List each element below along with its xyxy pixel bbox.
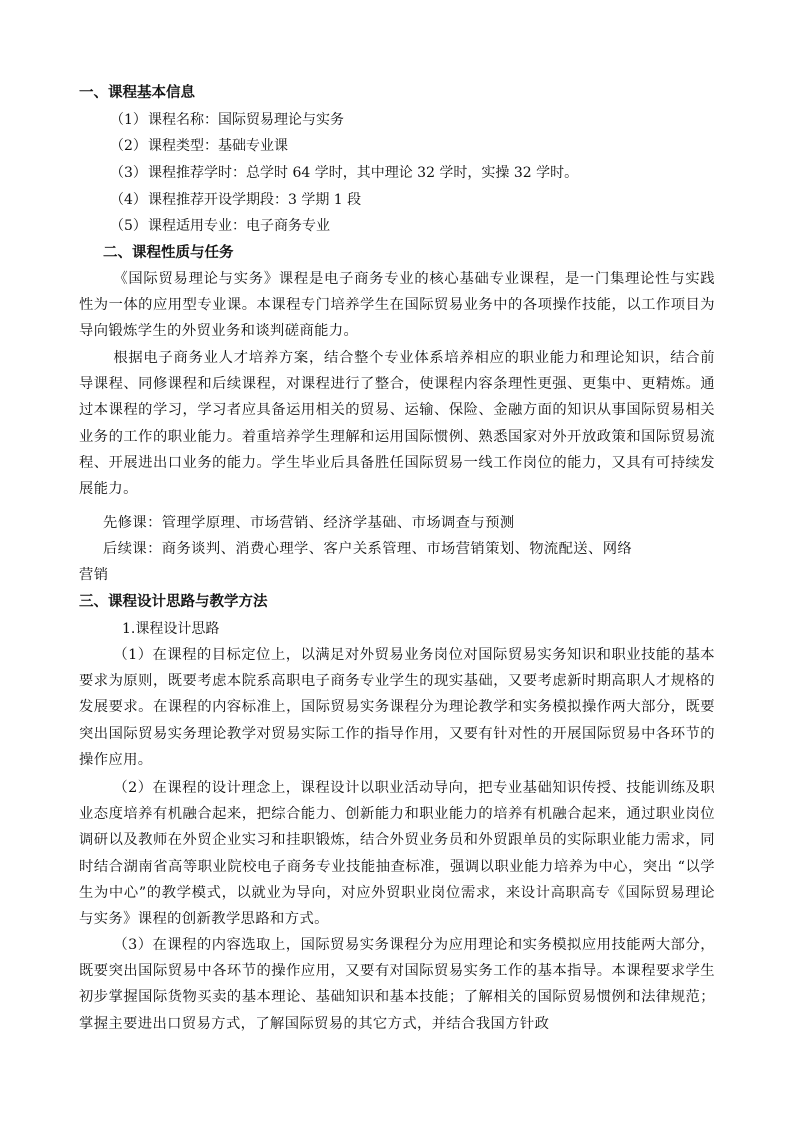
section-heading-design-methods: 三、课程设计思路与教学方法 xyxy=(79,594,268,610)
section-heading-nature-tasks: 二、课程性质与任务 xyxy=(103,245,234,261)
item-text: 课程推荐学时：总学时 64 学时，其中理论 32 学时，实操 32 学时。 xyxy=(148,165,579,181)
item-number: （4） xyxy=(110,192,147,208)
item-text: 课程名称：国际贸易理论与实务 xyxy=(148,112,344,128)
prerequisite-courses: 先修课：管理学原理、市场营销、经济学基础、市场调查与预测 xyxy=(103,515,515,531)
paragraph-goal-positioning: （1）在课程的目标定位上，以满足对外贸易业务岗位对国际贸易实务知识和职业技能的基本要求为原则，既要考虑本院系高职电子商务专业学生的现实基础，又要考虑新时期高职人才规格的发展要求。在课程的内容标准上，国际贸易实务课程分为理论教学和实务模拟操作两大部分，既要突出国际贸易实务理论教学对贸易实际工作的指导作用，又要有针对性的开展国际贸易中各环节的操作应用。 xyxy=(79,647,715,768)
paragraph-course-integration: 根据电子商务业人才培养方案，结合整个专业体系培养相应的职业能力和理论知识，结合前导课程、同修课程和后续课程，对课程进行了整合，使课程内容条理性更强、更集中、更精炼。通过本课程的学习，学习者应具备运用相关的贸易、运输、保险、金融方面的知识从事国际贸易相关业务的工作的职业能力。着重培养学生理解和运用国际惯例、熟悉国家对外开放政策和国际贸易流程、开展进出口业务的能力。学生毕业后具备胜任国际贸易一线工作岗位的能力，又具有可持续发展能力。 xyxy=(79,350,715,498)
subheading-design-approach: 1.课程设计思路 xyxy=(122,621,220,637)
item-text: 课程类型：基础专业课 xyxy=(148,138,288,154)
item-number: （1） xyxy=(110,112,147,128)
item-text: 课程推荐开设学期段：3 学期 1 段 xyxy=(148,192,362,208)
item-number: （3） xyxy=(110,165,147,181)
info-item-major xyxy=(110,214,330,238)
item-text: 课程适用专业：电子商务专业 xyxy=(148,218,330,234)
paragraph-content-selection: （3）在课程的内容选取上，国际贸易实务课程分为应用理论和实务模拟应用技能两大部分，既要突出国际贸易中各环节的操作应用，又要有对国际贸易实务工作的基本指导。本课程要求学生初步掌握国际货物买卖的基本理论、基础知识和基本技能；了解相关的国际贸易惯例和法律规范；掌握主要进出口贸易方式，了解国际贸易的其它方式，并结合我国方针政 xyxy=(79,937,715,1032)
followup-courses-continued: 营销 xyxy=(79,567,109,583)
section-heading-basic-info: 一、课程基本信息 xyxy=(79,85,195,101)
paragraph-course-nature: 《国际贸易理论与实务》课程是电子商务专业的核心基础专业课程，是一门集理论性与实践性为一体的应用型专业课。本课程专门培养学生在国际贸易业务中的各项操作技能，以工作项目为导向锻炼学生的外贸业务和谈判磋商能力。 xyxy=(79,271,715,340)
item-number: （5） xyxy=(110,218,147,234)
info-item-course-name xyxy=(110,108,344,132)
info-item-course-hours xyxy=(110,161,578,185)
info-item-course-type xyxy=(110,134,288,158)
info-item-semester xyxy=(110,188,361,212)
followup-courses: 后续课：商务谈判、消费心理学、客户关系管理、市场营销策划、物流配送、网络 xyxy=(103,541,633,557)
item-number: （2） xyxy=(110,138,147,154)
paragraph-design-concept: （2）在课程的设计理念上，课程设计以职业活动导向，把专业基础知识传授、技能训练及职业态度培养有机融合起来，把综合能力、创新能力和职业能力的培养有机融合起来，通过职业岗位调研以及教师在外贸企业实习和挂职锻炼，结合外贸业务员和外贸跟单员的实际职业能力需求，同时结合湖南省高等职业院校电子商务专业技能抽查标准，强调以职业能力培养为中心，突出 “以学生为中心”的教学模式，以就业为导向，对应外贸职业岗位需求，来设计高职高专《国际贸易理论与实务》课程的创新教学思路和方式。 xyxy=(79,780,715,928)
